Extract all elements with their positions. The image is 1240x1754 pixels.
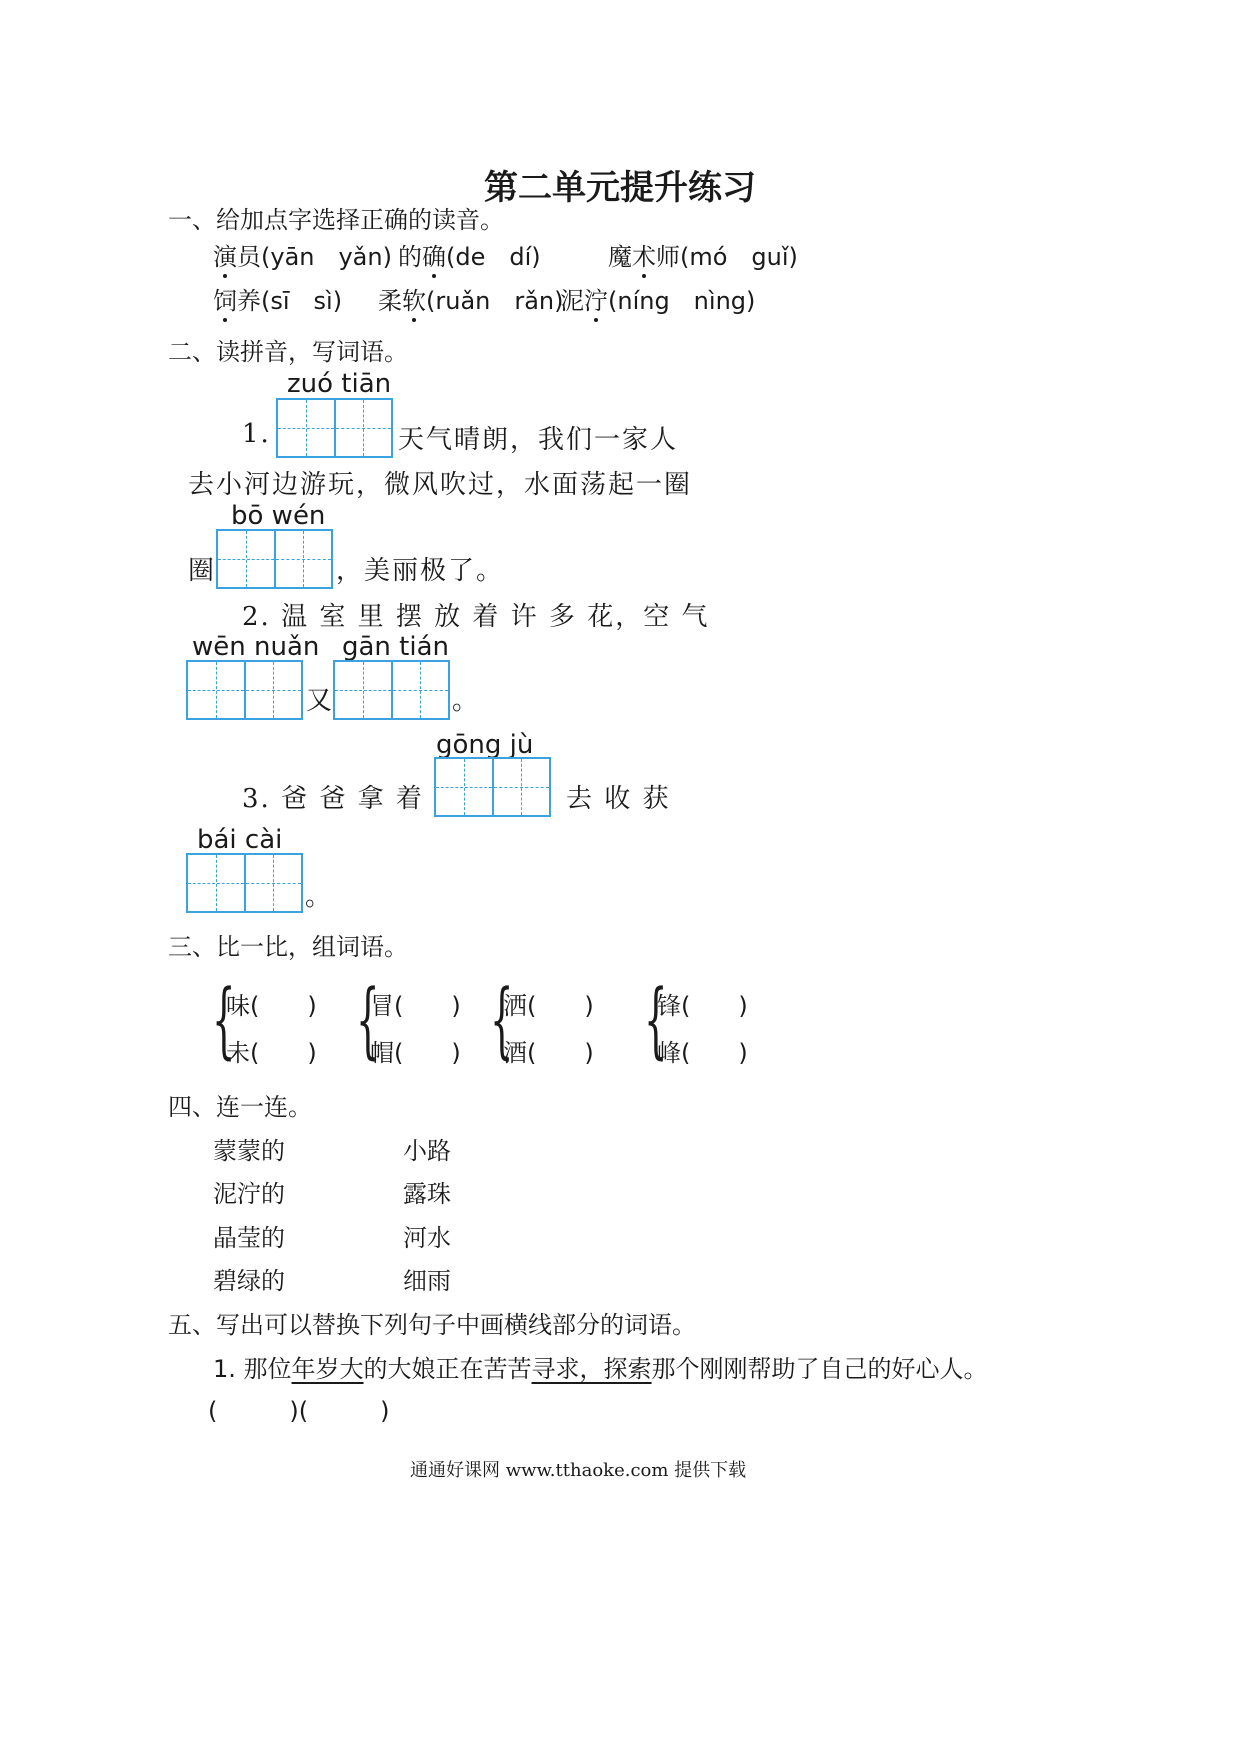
brace-icon: { <box>212 973 236 1068</box>
question-1-text-c: 圈 <box>188 556 217 586</box>
answer-blanks[interactable]: ( )( ) <box>208 1397 390 1425</box>
compare-pair-2-top: 冒( ) <box>370 992 461 1020</box>
question-1-number: 1. <box>242 419 271 449</box>
pinyin-baicai: bái cài <box>197 825 283 855</box>
page-title: 第二单元提升练习 <box>484 168 756 208</box>
match-left-4: 碧绿的 <box>213 1267 285 1295</box>
pinyin-gantian: gān tián <box>342 632 450 662</box>
reading-item-4: 饲养(sī sì) <box>213 281 342 316</box>
section-4-heading: 四、连一连。 <box>168 1093 312 1121</box>
compare-pair-3-bottom: 酒( ) <box>503 1039 594 1067</box>
reading-item-6: 泥泞(níng nìng) <box>560 281 755 316</box>
question-1-text-d: ，美丽极了。 <box>336 556 505 586</box>
question-3-text-b: 去 收 获 <box>566 784 671 814</box>
compare-pair-4-bottom: 峰( ) <box>657 1039 748 1067</box>
sentence-1: 1. 那位年岁大的大娘正在苦苦寻求，探索那个刚刚帮助了自己的好心人。 <box>213 1355 988 1383</box>
question-2-end: 。 <box>452 686 481 716</box>
question-2-text: 2. 温 室 里 摆 放 着 许 多 花，空 气 <box>242 602 710 632</box>
compare-pair-3-top: 洒( ) <box>503 992 594 1020</box>
reading-item-1: 演员(yān yǎn) <box>213 237 392 272</box>
match-right-3: 河水 <box>403 1224 451 1252</box>
question-1-text-a: 天气晴朗，我们一家人 <box>398 425 679 455</box>
match-right-2: 露珠 <box>403 1180 451 1208</box>
section-2-heading: 二、读拼音，写词语。 <box>168 338 408 366</box>
match-right-4: 细雨 <box>403 1267 451 1295</box>
question-3-end: 。 <box>305 882 334 912</box>
reading-item-3: 魔术师(mó guǐ) <box>608 237 798 272</box>
compare-pair-2-bottom: 帽( ) <box>370 1039 461 1067</box>
writing-grid-gongju[interactable] <box>434 757 551 817</box>
match-right-1: 小路 <box>403 1137 451 1165</box>
compare-pair-1-bottom: 未( ) <box>226 1039 317 1067</box>
writing-grid-gantian[interactable] <box>333 660 450 720</box>
pinyin-bowen: bō wén <box>231 501 326 531</box>
section-1-heading: 一、给加点字选择正确的读音。 <box>168 206 504 234</box>
section-3-heading: 三、比一比，组词语。 <box>168 933 408 961</box>
match-left-2: 泥泞的 <box>213 1180 285 1208</box>
pinyin-wennuan: wēn nuǎn <box>192 632 320 662</box>
section-5-heading: 五、写出可以替换下列句子中画横线部分的词语。 <box>168 1311 696 1339</box>
writing-grid-bowen[interactable] <box>216 529 333 589</box>
match-left-3: 晶莹的 <box>213 1224 285 1252</box>
question-1-text-b: 去小河边游玩，微风吹过，水面荡起一圈 <box>188 470 693 500</box>
writing-grid-zuotian[interactable] <box>276 398 393 458</box>
compare-pair-4-top: 锋( ) <box>657 992 748 1020</box>
footer-source: 通通好课网 www.tthaoke.com 提供下载 <box>410 1460 747 1481</box>
brace-icon: { <box>490 973 514 1068</box>
pinyin-gongju: gōng jù <box>436 730 534 760</box>
writing-grid-wennuan[interactable] <box>186 660 303 720</box>
brace-icon: { <box>644 973 668 1068</box>
reading-item-5: 柔软(ruǎn rǎn) <box>378 281 564 316</box>
question-2-you: 又 <box>306 686 335 716</box>
match-left-1: 蒙蒙的 <box>213 1137 285 1165</box>
writing-grid-baicai[interactable] <box>186 853 303 913</box>
brace-icon: { <box>356 973 380 1068</box>
compare-pair-1-top: 味( ) <box>226 992 317 1020</box>
pinyin-zuotian: zuó tiān <box>287 369 392 399</box>
question-3-text-a: 3. 爸 爸 拿 着 <box>242 784 424 814</box>
reading-item-2: 的确(de dí) <box>398 237 541 272</box>
